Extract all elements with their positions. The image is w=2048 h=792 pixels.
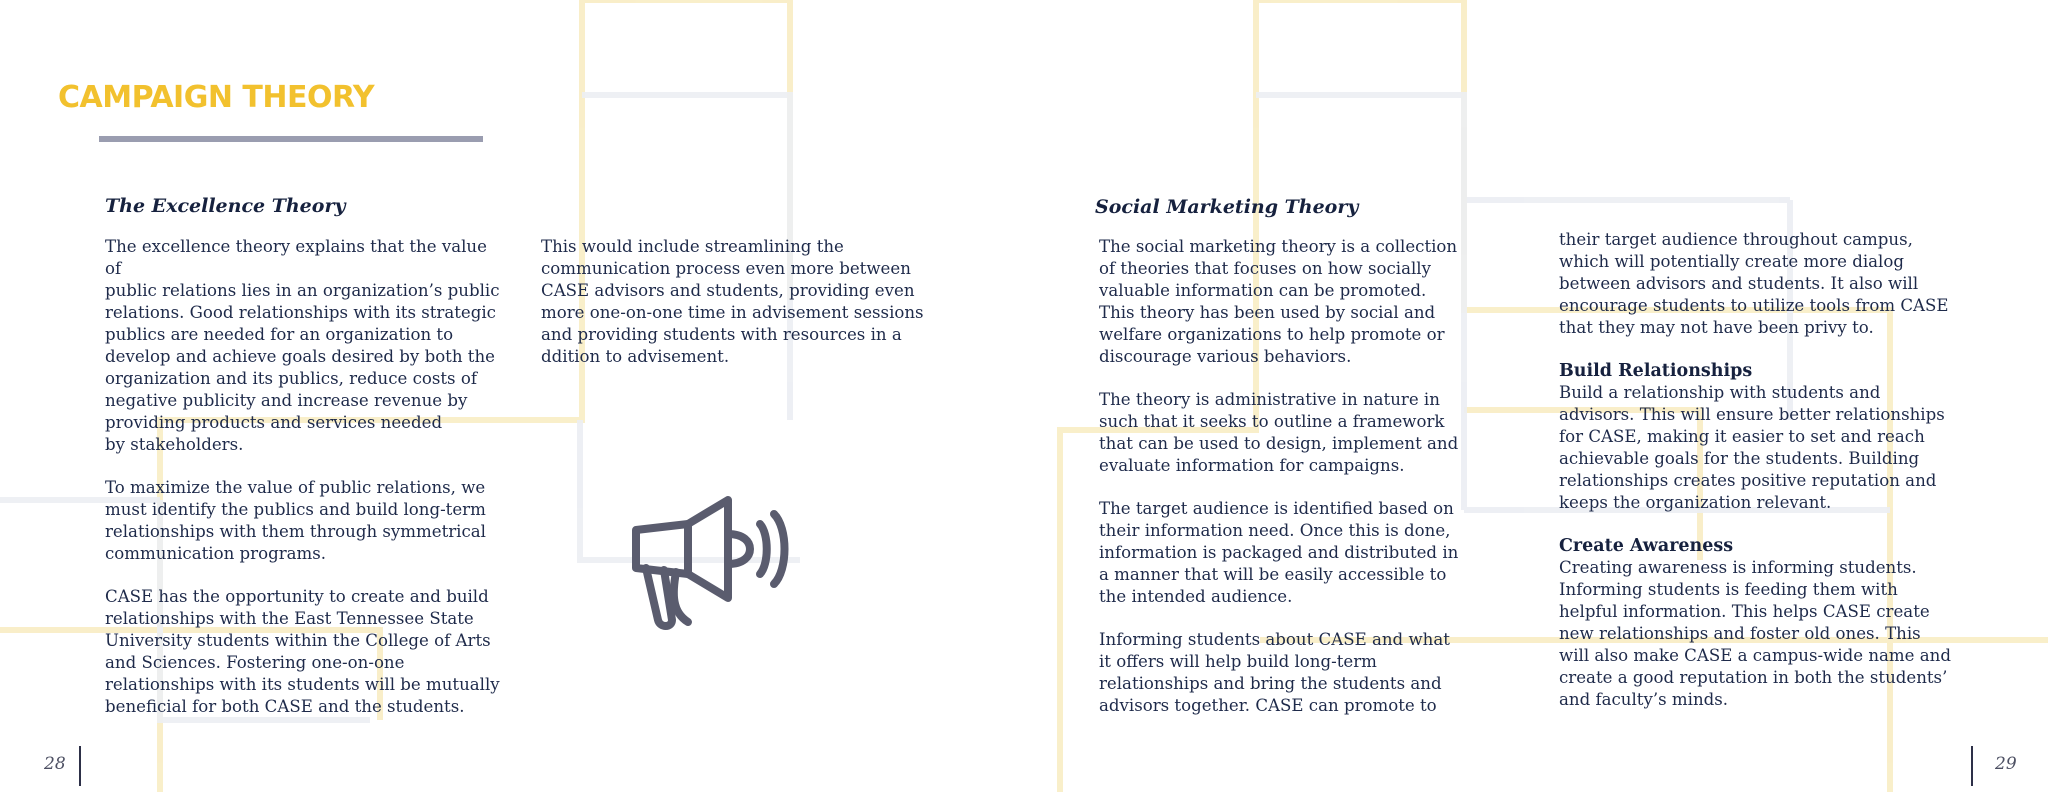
- build-relationships-heading: Build Relationships: [1559, 361, 1753, 381]
- body-paragraph: The excellence theory explains that the value of public relations lies in an organization’s public relations. Good relationships with its strategic publics are needed for an organization to develop and achieve goals desired by both the organization and its publics, reduce costs of negative publicity and increase revenue by providing products and services needed by stakeholders.: [105, 237, 500, 454]
- body-paragraph: The social marketing theory is a collection of theories that focuses on how socially valuable information can be promoted. This theory has been used by social and welfare organizations to help promote or discourage various behaviors.: [1099, 237, 1458, 366]
- body-paragraph: their target audience throughout campus, which will potentially create more dialog between advisors and students. It also will encourage students to utilize tools from CASE that they may not have been privy to.: [1559, 230, 1949, 337]
- build-relationships-text: Build a relationship with students and advisors. This will ensure better relationships for CASE, making it easier to set and reach achievable goals for the students. Building relationships creates positive reputation and keeps the organization relevant.: [1559, 383, 1945, 512]
- page-number-divider-right: [1971, 746, 1973, 786]
- body-paragraph: This would include streamlining the communication process even more between CASE advisors and students, providing even more one-on-one time in advisement sessions and providing students with resources in a ddition to advisement.: [541, 237, 924, 366]
- body-paragraph: To maximize the value of public relations, we must identify the publics and build long-term relationships with them through symmetrical communication programs.: [105, 478, 486, 563]
- body-paragraph: CASE has the opportunity to create and build relationships with the East Tennessee State University students within the College of Arts and Sciences. Fostering one-on-one relationships with its students will be mutually beneficial for both CASE and the students.: [105, 587, 500, 716]
- social-marketing-column-1: [1099, 236, 1519, 738]
- excellence-theory-heading: The Excellence Theory: [105, 195, 346, 217]
- body-paragraph: The theory is administrative in nature in such that it seeks to outline a framework that can be used to design, implement and evaluate information for campaigns.: [1099, 390, 1459, 475]
- body-paragraph: The target audience is identified based on their information need. Once this is done, information is packaged and distributed in a manner that will be easily accessible to the intended audience.: [1099, 499, 1459, 606]
- megaphone-icon: [628, 494, 792, 634]
- social-marketing-theory-heading: Social Marketing Theory: [1095, 196, 1359, 218]
- excellence-theory-column-1: [105, 236, 505, 739]
- social-marketing-column-2: [1559, 229, 2009, 732]
- page-number-divider-left: [79, 746, 81, 786]
- page-number-left: 28: [44, 754, 66, 774]
- excellence-theory-column-2: [541, 236, 941, 389]
- title-underline: [99, 136, 483, 142]
- create-awareness-heading: Create Awareness: [1559, 536, 1734, 556]
- body-paragraph: Informing students about CASE and what it offers will help build long-term relationships and bring the students and advisors together. CASE can promote to: [1099, 630, 1450, 715]
- create-awareness-text: Creating awareness is informing students. Informing students is feeding them with helpful information. This helps CASE create new relationships and foster old ones. This will also make CASE a campus-wide name and create a good reputation in both the students’ and faculty’s minds.: [1559, 558, 1951, 709]
- section-title: CAMPAIGN THEORY: [58, 80, 375, 115]
- page-number-right: 29: [1995, 754, 2017, 774]
